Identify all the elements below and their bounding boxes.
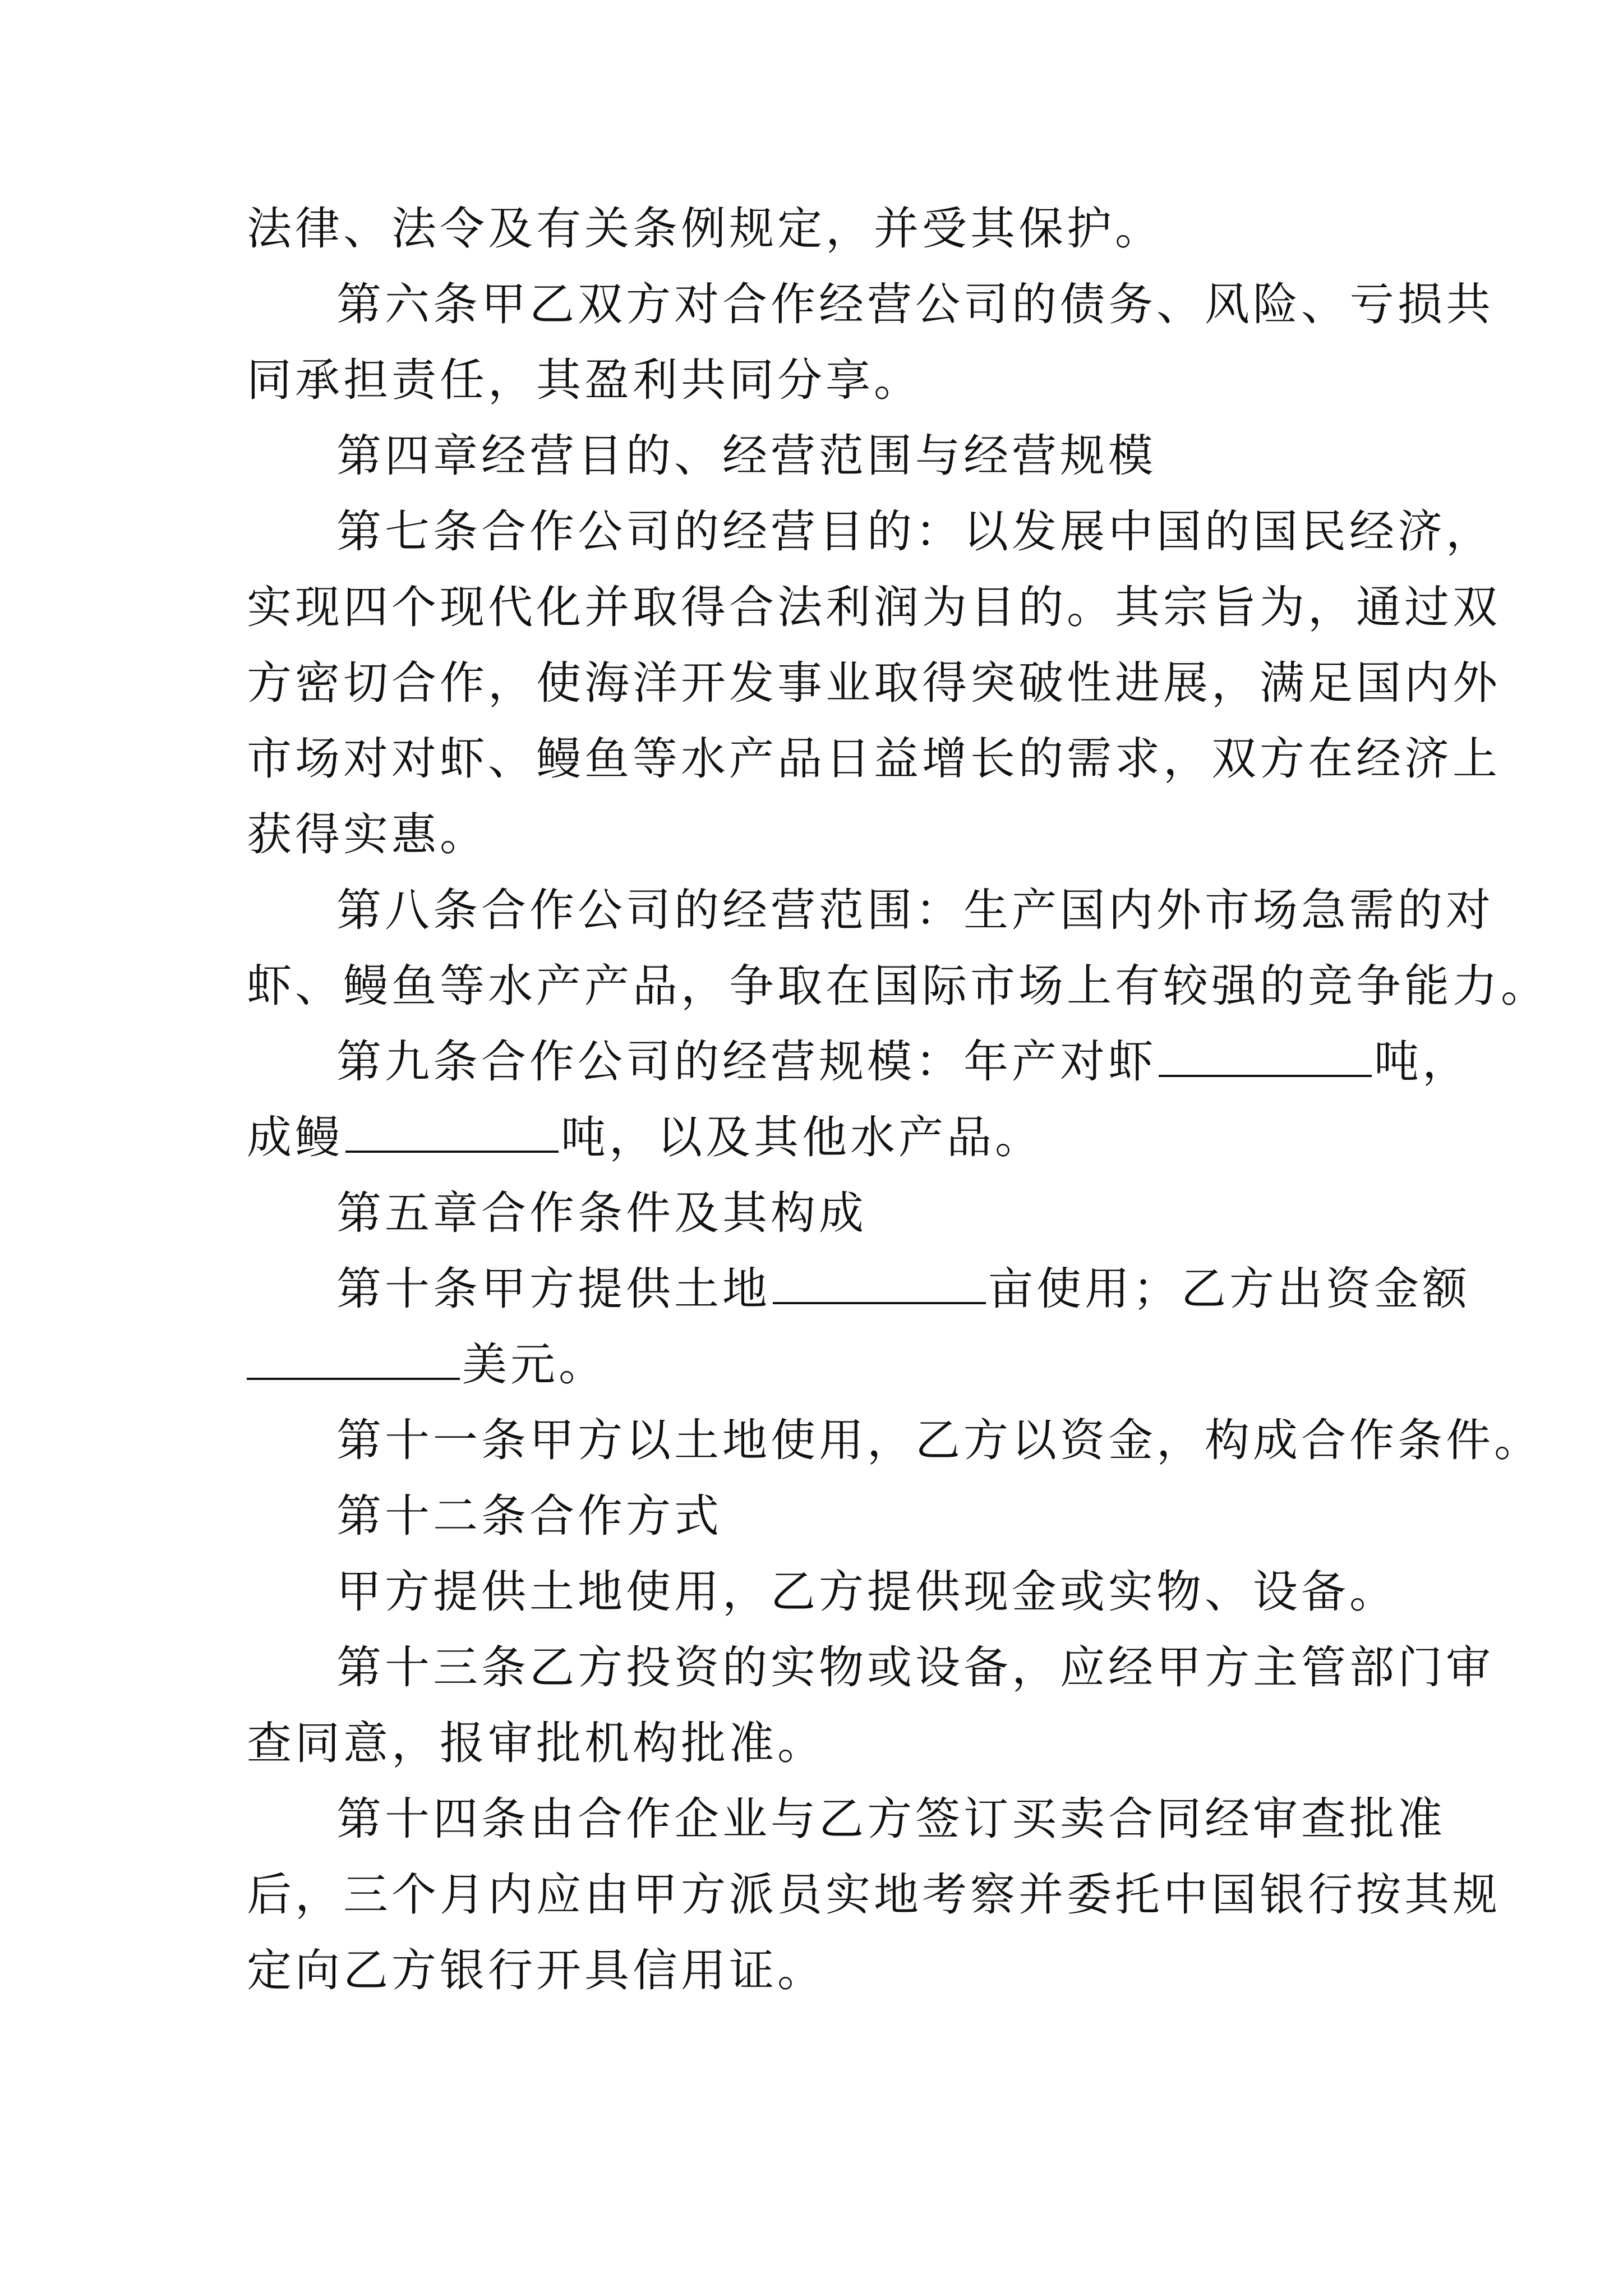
- text-line: [247, 1705, 1391, 1781]
- line-text: 第六条甲乙双方对合作经营公司的债务、风险、亏损共: [336, 278, 1494, 330]
- article-6: [247, 266, 1494, 342]
- article-13: [247, 1630, 1494, 1705]
- fill-in-blank-land-mu[interactable]: [773, 1258, 986, 1304]
- line-text: 第十四条由合作企业与乙方签订买卖合同经审查批准: [336, 1793, 1446, 1845]
- article-8: [247, 872, 1494, 948]
- chapter-4-heading: [247, 418, 1391, 494]
- line-text: 获得实惠。: [247, 808, 488, 861]
- line-text: 市场对对虾、鳗鱼等水产品日益增长的需求，双方在经济上: [247, 733, 1501, 785]
- article-7: [247, 494, 1494, 569]
- text-line: [247, 1327, 1391, 1402]
- text-line: [247, 191, 1391, 266]
- line-text: 甲方提供土地使用，乙方提供现金或实物、设备。: [336, 1566, 1398, 1618]
- article-9: [247, 1024, 1470, 1099]
- article-11: [247, 1402, 1542, 1478]
- text-line: [247, 721, 1501, 797]
- chapter-5-heading: [247, 1175, 1391, 1251]
- article-12-heading: [247, 1478, 1391, 1554]
- text-line: [247, 645, 1501, 721]
- text-line: [247, 1932, 1391, 2008]
- line-text: 第十二条合作方式: [336, 1490, 722, 1542]
- line-text: 第九条合作公司的经营规模：年产对虾: [336, 1036, 1156, 1088]
- line-text: 吨，: [1374, 1036, 1470, 1088]
- line-text: 方密切合作，使海洋开发事业取得突破性进展，满足国内外: [247, 657, 1501, 709]
- line-text: 第五章合作条件及其构成: [336, 1187, 867, 1239]
- line-text: 第十条甲方提供土地: [336, 1263, 771, 1315]
- article-14: [247, 1781, 1446, 1857]
- fill-in-blank-eel-tons[interactable]: [345, 1107, 559, 1153]
- text-line: [247, 797, 1391, 872]
- line-text: 法律、法令及有关条例规定，并受其保护。: [247, 203, 1163, 255]
- line-text: 吨，以及其他水产品。: [561, 1111, 1043, 1163]
- line-text: 美元。: [462, 1338, 607, 1391]
- line-text: 第八条合作公司的经营范围：生产国内外市场急需的对: [336, 884, 1494, 936]
- line-text: 第十一条甲方以土地使用，乙方以资金，构成合作条件。: [336, 1414, 1542, 1466]
- fill-in-blank-investment-usd[interactable]: [247, 1334, 460, 1380]
- line-text: 第四章经营目的、经营范围与经营规模: [336, 430, 1156, 482]
- line-text: 后，三个月内应由甲方派员实地考察并委托中国银行按其规: [247, 1869, 1501, 1921]
- line-text: 成鳗: [247, 1111, 343, 1163]
- text-line: [247, 948, 1549, 1024]
- article-10: [247, 1251, 1470, 1327]
- line-text: 虾、鳗鱼等水产产品，争取在国际市场上有较强的竞争能力。: [247, 960, 1549, 1012]
- line-text: 第七条合作公司的经营目的：以发展中国的国民经济，: [336, 505, 1494, 558]
- text-line: [247, 569, 1501, 645]
- article-12-body: [247, 1554, 1398, 1630]
- line-text: 定向乙方银行开具信用证。: [247, 1944, 826, 1996]
- text-line: [247, 1099, 1391, 1175]
- line-text: 亩使用；乙方出资金额: [988, 1263, 1470, 1315]
- line-text: 实现四个现代化并取得合法利润为目的。其宗旨为，通过双: [247, 581, 1501, 633]
- line-text: 查同意，报审批机构批准。: [247, 1717, 826, 1769]
- contract-text: [247, 191, 1549, 2008]
- fill-in-blank-shrimp-tons[interactable]: [1159, 1031, 1372, 1077]
- text-line: [247, 342, 1391, 418]
- line-text: 同承担责任，其盈利共同分享。: [247, 354, 922, 406]
- text-line: [247, 1857, 1501, 1932]
- line-text: 第十三条乙方投资的实物或设备，应经甲方主管部门审: [336, 1641, 1494, 1694]
